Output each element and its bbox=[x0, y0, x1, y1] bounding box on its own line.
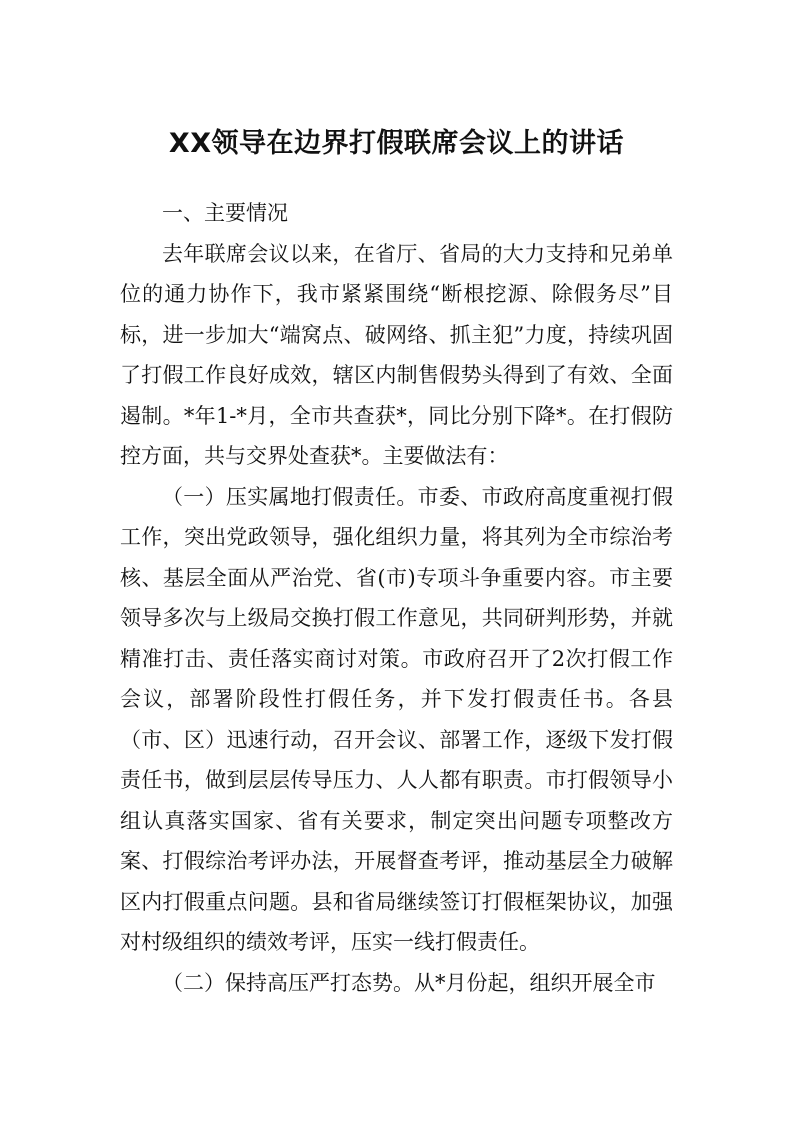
paragraph-crackdown: （二）保持高压严打态势。从*月份起，组织开展全市 bbox=[162, 970, 656, 995]
paragraph-responsibility: （一）压实属地打假责任。市委、市政府高度重视打假工作，突出党政领导，强化组织力量，将其列为全市综治考核、基层全面从严治党、省(市)专项斗争重要内容。市主要领导多次与上级局交换打假工作意见，共同研判形势，并就精准打击、责任落实商讨对策。市政府召开了2次打假工作会议，部署阶段性打假任务，并下发打假责任书。各县（市、区）迅速行动，召开会议、部署工作，逐级下发打假责任书，做到层层传导压力、人人都有职责。市打假领导小组认真落实国家、省有关要求，制定突出问题专项整改方案、打假综治考评办法，开展督查考评，推动基层全力破解区内打假重点问题。县和省局继续签订打假框架协议，加强对村级组织的绩效考评，压实一线打假责任。 bbox=[120, 484, 673, 954]
section-heading: 一、主要情况 bbox=[162, 201, 288, 225]
paragraph-intro: 去年联席会议以来，在省厅、省局的大力支持和兄弟单位的通力协作下，我市紧紧围绕“断根挖源、除假务尽”目标，进一步加大“端窝点、破网络、抓主犯”力度，持续巩固了打假工作良好成效，辖区内制售假势头得到了有效、全面遏制。*年1-*月，全市共查获*，同比分别下降*。在打假防控方面，共与交界处查获*。主要做法有： bbox=[120, 241, 673, 468]
document-title: XX领导在边界打假联席会议上的讲话 bbox=[168, 128, 625, 159]
document-body bbox=[120, 193, 673, 1003]
